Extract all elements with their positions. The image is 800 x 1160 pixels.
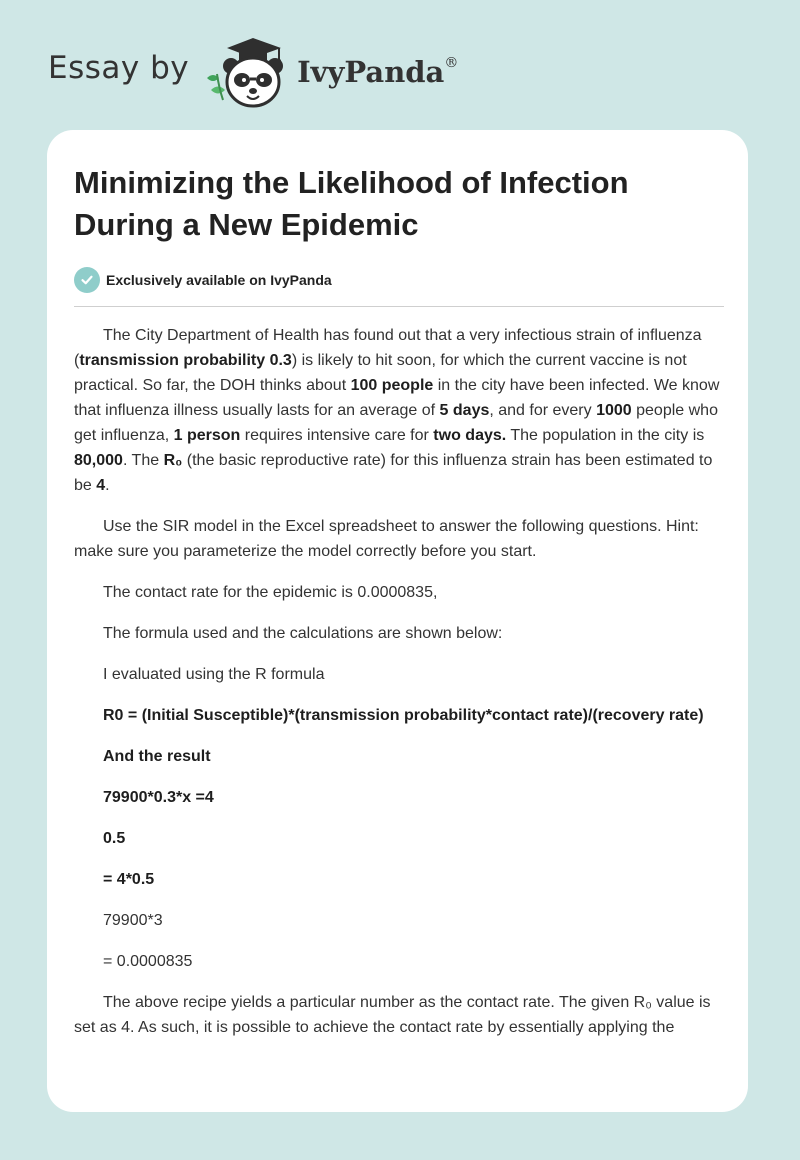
- paragraph-calc-2: 0.5: [103, 830, 126, 847]
- paragraph-calc-5: = 0.0000835: [103, 953, 193, 970]
- paragraph-conclusion: The above recipe yields a particular number as the contact rate. The given R₀ value is set as 4. As such, it is possible to achieve the contact rate by essentially applying the: [74, 994, 711, 1036]
- brand-name: IvyPanda®: [297, 55, 459, 89]
- essay-card: [47, 130, 748, 1112]
- divider: [74, 306, 724, 307]
- paragraph-r-formula: I evaluated using the R formula: [103, 666, 325, 683]
- page-title: Minimizing the Likelihood of Infection During a New Epidemic: [74, 165, 629, 242]
- essay-body: [74, 323, 724, 1040]
- check-icon: [74, 267, 100, 293]
- paragraph-formula-intro: The formula used and the calculations are shown below:: [103, 625, 503, 642]
- paragraph-intro: The City Department of Health has found out that a very infectious strain of influenza (transmission probability 0.3) is likely to hit soon, for which the current vaccine is not practical. So far, the DOH thinks about 100 people in the city have been infected. We know that influenza illness usually lasts for an average of 5 days, and for every 1000 people who get influenza, 1 person requires intensive care for two days. The population in the city is 80,000. The R₀ (the basic reproductive rate) for this influenza strain has been estimated to be 4.: [74, 327, 720, 494]
- paragraph-result-label: And the result: [103, 748, 211, 765]
- paragraph-contact-rate: The contact rate for the epidemic is 0.0000835,: [103, 584, 438, 601]
- paragraph-calc-3: = 4*0.5: [103, 871, 155, 888]
- brand-logo[interactable]: [48, 34, 508, 110]
- brand-prefix: Essay by: [48, 50, 190, 86]
- paragraph-calc-4: 79900*3: [103, 912, 163, 929]
- panda-logo-icon: [201, 34, 293, 110]
- paragraph-equation: R0 = (Initial Susceptible)*(transmission probability*contact rate)/(recovery rate): [103, 707, 704, 724]
- essay-content: [74, 162, 724, 1056]
- paragraph-instructions: Use the SIR model in the Excel spreadsheet to answer the following questions. Hint: make sure you parameterize the model correctly before you start.: [74, 518, 699, 560]
- badge-label: Exclusively available on IvyPanda: [106, 272, 332, 288]
- exclusive-badge: [74, 266, 724, 294]
- paragraph-calc-1: 79900*0.3*x =4: [103, 789, 214, 806]
